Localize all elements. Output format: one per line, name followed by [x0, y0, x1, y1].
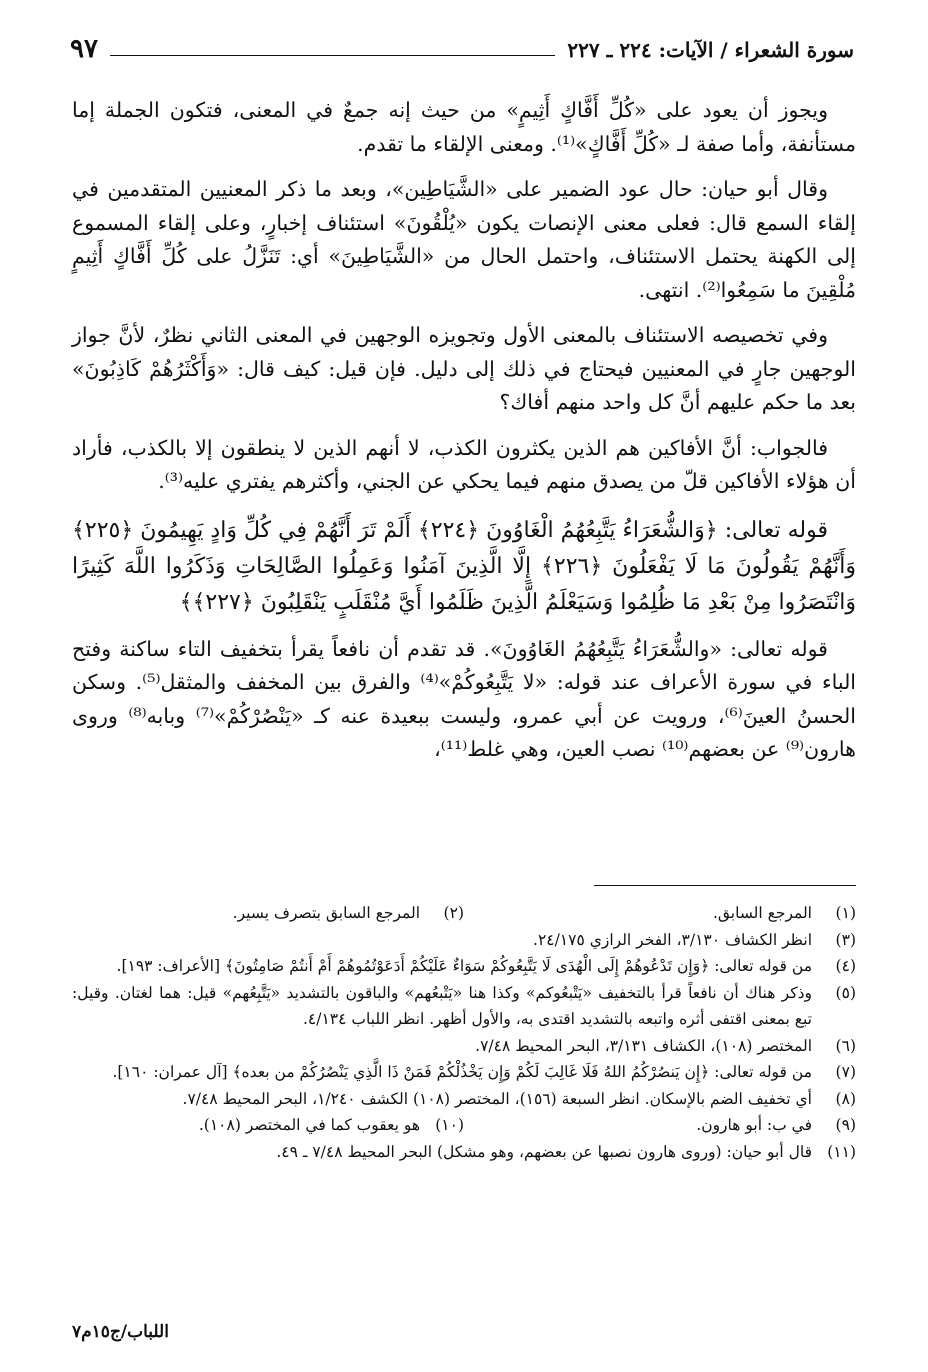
paragraph: وقال أبو حيان: حال عود الضمير على «الشَّيَاطِين»، وبعد ما ذكر المعنيين المتقدمين في إلقاء السمع قال: فعلى معنى الإنصات يكون «يُلْقُونَ» استئناف إخبارٍ، وعلى إلقاء المسموع إلى الكهنة يحتمل الاستئناف، واحتمل الحال من «الشَّيَاطِينَ» أي: تَنَزَّلُ على كُلِّ أَفَّاكٍ أَثِيمٍ مُلْقِينَ ما سَمِعُوا⁽²⁾. انتهى. — [72, 177, 856, 302]
footnotes — [72, 900, 856, 1165]
header-rule — [110, 55, 555, 56]
footnote-text: من قوله تعالى: ﴿إِن يَنصُرْكُمُ اللهُ فَلَا غَالِبَ لَكُمْ وَإِن يَخْذُلْكُمْ فَمَنْ ذَا الَّذِي يَنْصُرُكُمْ من بعده﴾ [آل عمران: ١٦٠]. — [112, 1063, 812, 1081]
paragraph: فالجواب: أنَّ الأفاكين هم الذين يكثرون الكذب، لا أنهم الذين لا ينطقون إلا بالكذب، فأراد أن هؤلاء الأفاكين قلّ من يصدق منهم فيما يحكي عن الجني، وأكثرهم يفتري عليه⁽³⁾. — [72, 435, 856, 493]
footnote-4 — [72, 953, 856, 980]
footnote-text: من قوله تعالى: ﴿وَإِن تَدْعُوهُمْ إِلَى الْهُدَى لَا يَتَّبِعُوكُمْ سَوَاءٌ عَلَيْكُمْ أَدَعَوْتُمُوهُمْ أَمْ أَنتُمْ صَامِتُونَ﴾ [الأعراف: ١٩٣]. — [116, 957, 812, 975]
footnote-2 — [72, 900, 464, 927]
footnote-number: (١١) — [827, 1142, 856, 1161]
main-text — [72, 94, 856, 779]
footnote-3 — [72, 927, 856, 954]
footnote-text: وذكر هناك أن نافعاً قرأ بالتخفيف «يَتْبعُوكم» وكذا هنا «يَتْبعُهم» والباقون بالتشديد «يَتَّبِعُهم» قيل: هما لغتان. وقيل: تبع بمعنى اقتفى أثره واتبعه بالتشديد اقتدى به، والأول أظهر. انظر اللباب ٤/١٣٤. — [72, 983, 812, 1028]
footnote-number: (٨) — [835, 1089, 856, 1108]
footnote-number: (٣) — [835, 930, 856, 949]
paragraph: ويجوز أن يعود على «كُلِّ أَفَّاكٍ أَثِيمٍ» من حيث إنه جمعٌ في المعنى، فتكون الجملة إما مستأنفة، وأما صفة لـ «كُلِّ أَفَّاكٍ»⁽¹⁾. ومعنى الإلقاء ما تقدم. — [72, 98, 856, 156]
footnote-number: (٧) — [835, 1063, 856, 1081]
footnote-10 — [72, 1112, 464, 1139]
footnote-number: (٤) — [835, 957, 856, 975]
footnote-text: أي تخفيف الضم بالإسكان. انظر السبعة (١٥٦)، المختصر (١٠٨) الكشف ١/٢٤٠، البحر المحيط ٧/٤٨. — [182, 1089, 812, 1108]
footnote-1 — [464, 900, 856, 927]
footnote-5 — [72, 980, 856, 1033]
footnote-text: هو يعقوب كما في المختصر (١٠٨). — [198, 1116, 420, 1134]
printer-signature: اللباب/ج١٥م٧ — [72, 1322, 169, 1342]
footnote-text: قال أبو حيان: (وروى هارون نصبها عن بعضهم، وهو مشكل) البحر المحيط ٧/٤٨ ـ ٤٩. — [276, 1142, 812, 1161]
footnote-text: المختصر (١٠٨)، الكشاف ٣/١٣١، البحر المحيط ٧/٤٨. — [475, 1036, 812, 1055]
footnote-number: (١٠) — [435, 1116, 464, 1134]
footnote-7 — [72, 1059, 856, 1086]
footnote-number: (٩) — [835, 1116, 856, 1134]
footnote-text: في ب: أبو هارون. — [696, 1116, 812, 1134]
footnote-row — [72, 900, 856, 927]
page-number: ٩٧ — [70, 34, 98, 64]
footnote-9 — [464, 1112, 856, 1139]
footnote-text: المرجع السابق بتصرف يسير. — [232, 904, 420, 922]
footnote-text: انظر الكشاف ٣/١٣٠، الفخر الرازي ٢٤/١٧٥. — [533, 930, 812, 949]
running-header — [70, 28, 854, 64]
footnote-8 — [72, 1086, 856, 1113]
quran-verses: قوله تعالى: ﴿وَالشُّعَرَاءُ يَتَّبِعُهُمُ الْغَاوُونَ ﴿٢٢٤﴾ أَلَمْ تَرَ أَنَّهُمْ فِي كُلِّ وَادٍ يَهِيمُونَ ﴿٢٢٥﴾ وَأَنَّهُمْ يَقُولُونَ مَا لَا يَفْعَلُونَ ﴿٢٢٦﴾ إِلَّا الَّذِينَ آمَنُوا وَعَمِلُوا الصَّالِحَاتِ وَذَكَرُوا اللَّهَ كَثِيرًا وَانْتَصَرُوا مِنْ بَعْدِ مَا ظُلِمُوا وَسَيَعْلَمُ الَّذِينَ ظَلَمُوا أَيَّ مُنْقَلَبٍ يَنْقَلِبُونَ ﴿٢٢٧﴾﴾ — [72, 517, 856, 615]
footnote-divider — [594, 885, 856, 886]
footnote-number: (٥) — [835, 983, 856, 1002]
header-title: سورة الشعراء / الآيات: ٢٢٤ ـ ٢٢٧ — [567, 38, 854, 62]
footnote-text: المرجع السابق. — [712, 904, 812, 922]
footnote-number: (٦) — [835, 1036, 856, 1055]
footnote-row — [72, 1112, 856, 1139]
paragraph: وفي تخصيصه الاستئناف بالمعنى الأول وتجويزه الوجهين في المعنى الثاني نظرٌ، لأنَّ جواز الوجهين جارٍ في المعنيين فيحتاج في ذلك إلى دليل. فإن قيل: كيف قال: «وَأَكْثَرُهُمْ كَاذِبُونَ» بعد ما حكم عليهم أنَّ كل واحد منهم أفاك؟ — [72, 323, 856, 414]
footnote-number: (٢) — [443, 904, 464, 922]
footnote-6 — [72, 1033, 856, 1060]
footnote-number: (١) — [835, 904, 856, 922]
paragraph: قوله تعالى: «والشُّعَرَاءُ يَتَّبِعُهُمُ الغَاوُونَ». قد تقدم أن نافعاً يقرأ بتخفيف التاء ساكنة وفتح الباء في سورة الأعراف عند قوله: «لا يَتَّبِعُوكُمْ»⁽⁴⁾ والفرق بين المخفف والمثقل⁽⁵⁾. وسكن الحسنُ العينَ⁽⁶⁾، ورويت عن أبي عمرو، وليست ببعيدة عنه كـ «يَنْصُرْكُمْ»⁽⁷⁾ وبابه⁽⁸⁾ وروى هارون⁽⁹⁾ عن بعضهم⁽¹⁰⁾ نصب العين، وهي غلط⁽¹¹⁾، — [72, 636, 857, 761]
footnote-11 — [72, 1139, 856, 1166]
